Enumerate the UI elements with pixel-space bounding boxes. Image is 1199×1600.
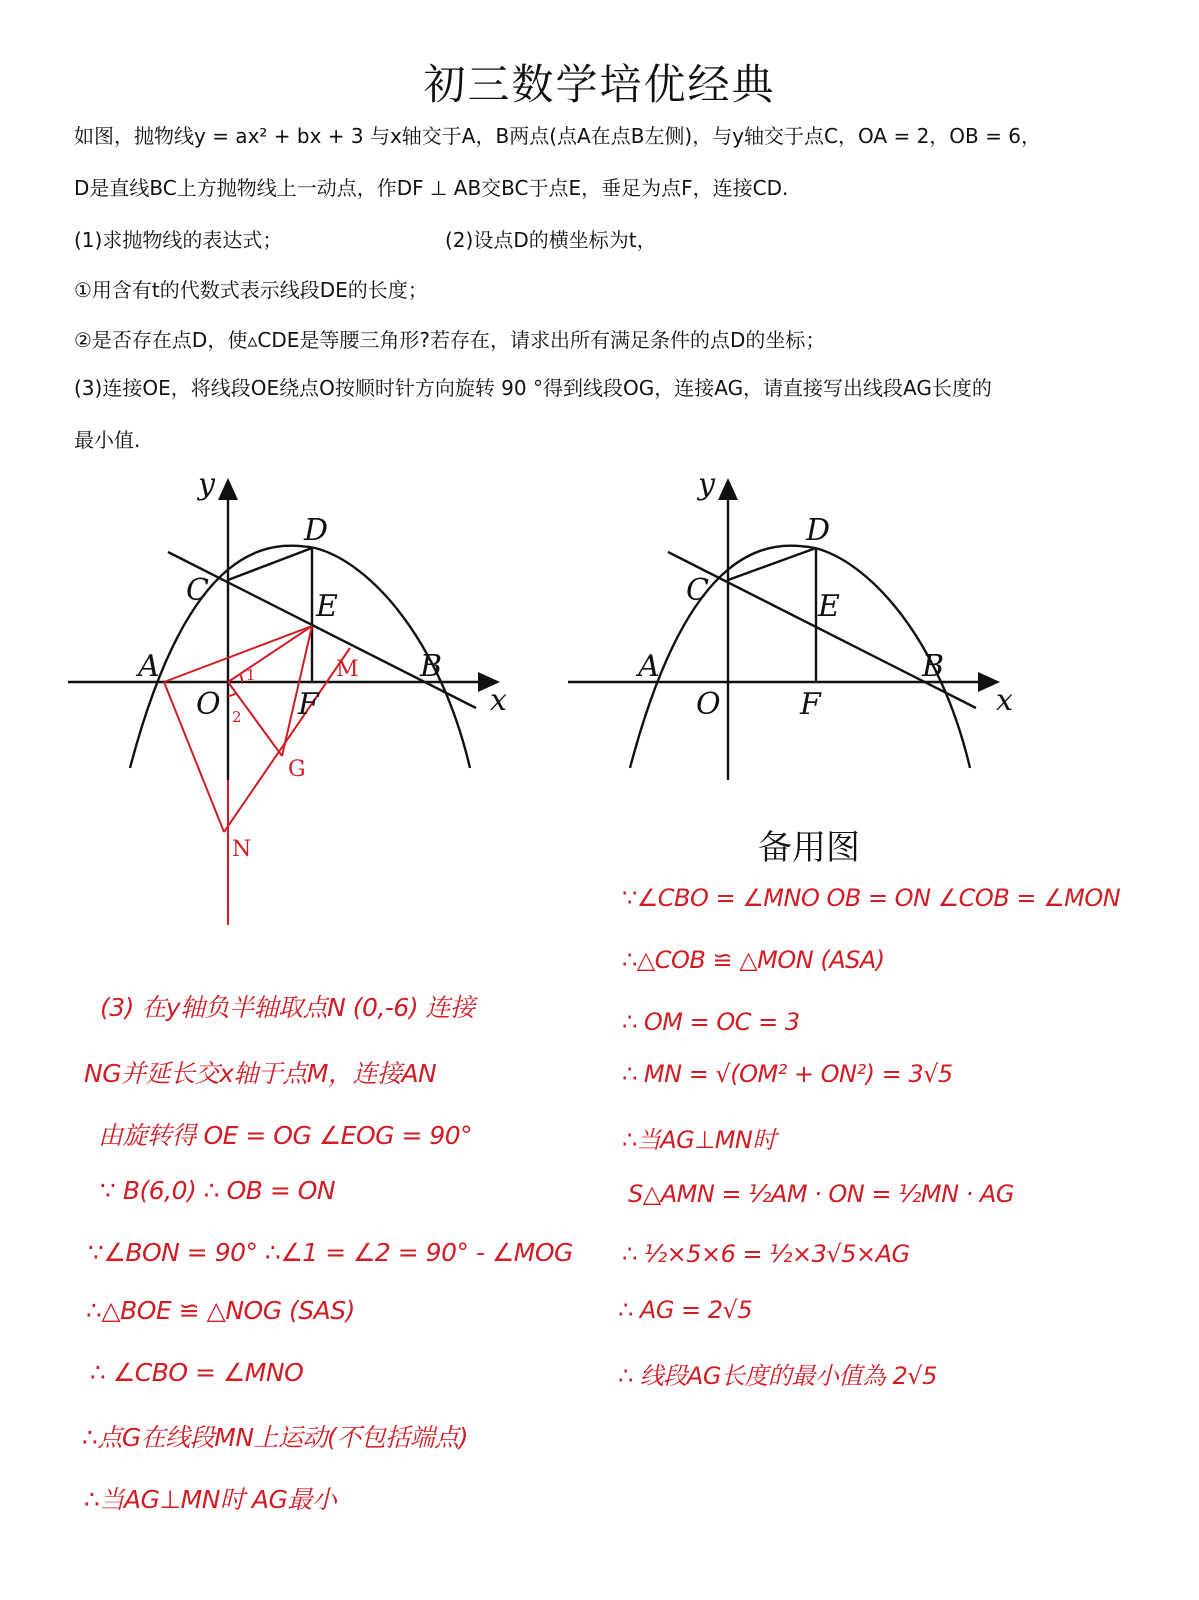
label-x: x	[490, 683, 507, 718]
parabola	[630, 546, 970, 768]
label-y: y	[198, 470, 215, 502]
solution-left-line-9: ∴当AG⊥MN时 AG最小	[84, 1485, 337, 1514]
label-d: D	[806, 513, 831, 548]
label-angle-2: 2	[232, 708, 242, 726]
label-f: F	[298, 687, 319, 722]
solution-right-line-9: ∴ 线段AG长度的最小值為 2√5	[618, 1362, 937, 1390]
y-arrow	[718, 478, 738, 500]
label-d: D	[304, 513, 329, 548]
label-e: E	[818, 589, 840, 624]
main-figure	[60, 470, 530, 930]
backup-figure-label: 备用图	[758, 828, 860, 868]
solution-right-line-7: ∴ ½×5×6 = ½×3√5×AG	[622, 1240, 910, 1268]
label-a: A	[638, 649, 660, 684]
backup-figure	[560, 470, 1030, 790]
label-m: M	[336, 657, 359, 682]
solution-left-line-7: ∴ ∠CBO = ∠MNO	[90, 1358, 304, 1387]
label-e: E	[316, 589, 338, 624]
label-angle-1: 1	[246, 666, 256, 684]
label-x: x	[996, 683, 1013, 718]
label-y: y	[698, 470, 715, 502]
solution-right-line-8: ∴ AG = 2√5	[618, 1296, 753, 1324]
question-3-tail: 最小值.	[74, 428, 141, 452]
solution-left-line-8: ∴点G在线段MN上运动(不包括端点)	[82, 1423, 469, 1452]
solution-right-line-2: ∴△COB ≌ △MON (ASA)	[622, 946, 885, 974]
solution-right-line-3: ∴ OM = OC = 3	[622, 1008, 800, 1036]
label-o: O	[696, 687, 721, 722]
solution-left-line-4: ∵ B(6,0) ∴ OB = ON	[100, 1176, 336, 1205]
label-o: O	[196, 687, 221, 722]
solution-right-line-6: S△AMN = ½AM · ON = ½MN · AG	[628, 1180, 1014, 1208]
problem-line-2: D是直线BC上方抛物线上一动点，作DF ⊥ AB交BC于点E，垂足为点F，连接CD.	[74, 176, 789, 200]
question-2a: ①用含有t的代数式表示线段DE的长度；	[74, 278, 428, 302]
solution-left-line-2: NG并延长交x轴于点M，连接AN	[84, 1059, 437, 1088]
segment-ae	[164, 626, 312, 682]
angle-arc-1	[240, 674, 242, 682]
segment-cd	[228, 548, 312, 580]
question-3: (3)连接OE，将线段OE绕点O按顺时针方向旋转 90 °得到线段OG，连接AG，请直接写出线段AG长度的	[74, 376, 992, 400]
page-title: 初三数学培优经典	[423, 60, 776, 109]
label-b: B	[420, 649, 443, 684]
line-bc	[168, 552, 476, 708]
label-g: G	[288, 757, 306, 782]
solution-right-line-4: ∴ MN = √(OM² + ON²) = 3√5	[622, 1060, 953, 1088]
label-n: N	[232, 837, 252, 862]
problem-line-1: 如图，抛物线y = ax² + bx + 3 与x轴交于A，B两点(点A在点B左侧)，与y轴交于点C，OA = 2，OB = 6，	[74, 124, 1041, 148]
solution-right-line-1: ∵∠CBO = ∠MNO OB = ON ∠COB = ∠MON	[622, 884, 1121, 912]
question-2: (2)设点D的横坐标为t，	[445, 228, 657, 252]
solution-right-line-5: ∴当AG⊥MN时	[622, 1126, 776, 1154]
question-1: (1)求抛物线的表达式；	[74, 228, 283, 252]
solution-left-line-5: ∵∠BON = 90° ∴∠1 = ∠2 = 90° - ∠MOG	[88, 1238, 573, 1267]
label-c: C	[186, 573, 209, 608]
solution-left-line-1: (3) 在y轴负半轴取点N (0,-6) 连接	[100, 993, 475, 1022]
segment-cd	[728, 548, 816, 580]
line-bc	[668, 552, 976, 708]
label-c: C	[686, 573, 709, 608]
label-b: B	[922, 649, 945, 684]
solution-left-line-3: 由旋转得 OE = OG ∠EOG = 90°	[98, 1121, 473, 1150]
question-2b: ②是否存在点D，使▵CDE是等腰三角形?若存在，请求出所有满足条件的点D的坐标；	[74, 328, 826, 352]
segment-nm	[224, 648, 350, 832]
solution-left-line-6: ∴△BOE ≌ △NOG (SAS)	[86, 1296, 355, 1325]
parabola	[130, 546, 470, 768]
label-f: F	[800, 687, 821, 722]
label-a: A	[138, 649, 160, 684]
y-arrow	[218, 478, 238, 500]
